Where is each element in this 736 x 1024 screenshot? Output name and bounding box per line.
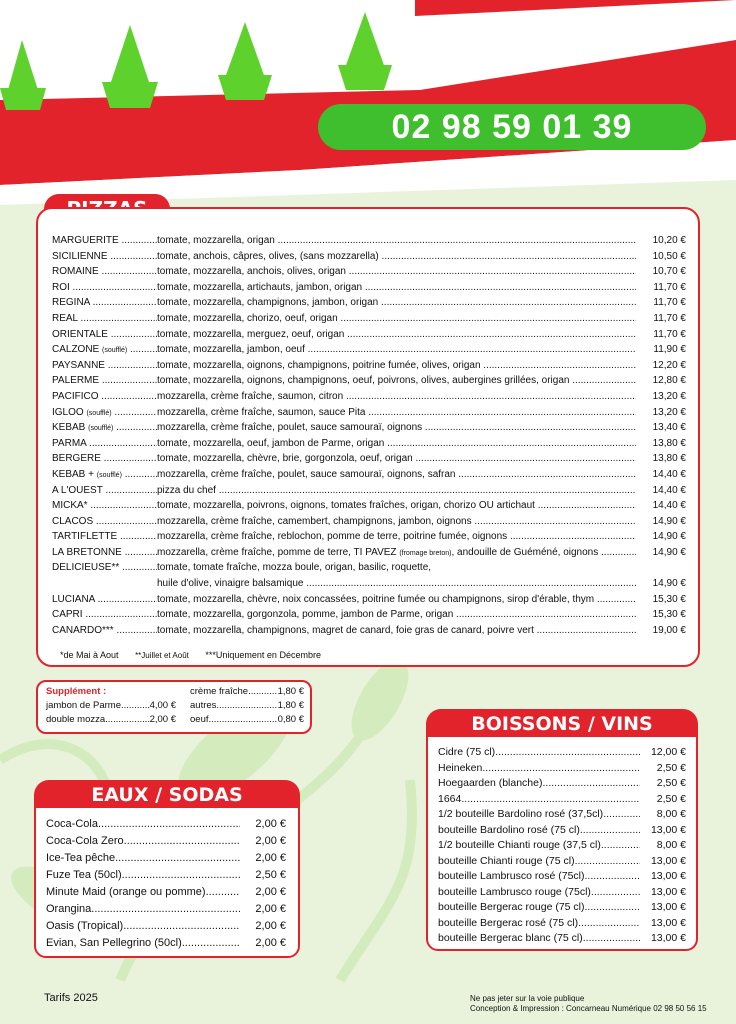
drink-row: [438, 854, 686, 870]
drink-row: [438, 776, 686, 792]
pizza-name: DELICIEUSE** .....: [52, 560, 157, 576]
drink-name: bouteille Bergerac rouge (75 cl): [438, 901, 585, 913]
pizza-row: [52, 311, 686, 327]
pizza-row: [52, 405, 686, 421]
pizza-price: 11,70 €: [653, 297, 686, 309]
pizza-description: tomate, mozzarella, artichauts, jambon, origan .....: [157, 280, 636, 296]
drink-row: [438, 807, 686, 823]
pizza-description: tomate, mozzarella, oeuf, jambon de Parme, origan .....: [157, 436, 636, 452]
drink-price: 2,50 €: [656, 761, 686, 774]
pizza-description: tomate, mozzarella, origan .....: [157, 233, 636, 249]
eaux-title: EAUX / SODAS: [34, 780, 300, 810]
pizzas-box: [36, 207, 700, 667]
pizza-price: 19,00 €: [652, 624, 686, 636]
pizza-price: 15,30 €: [652, 609, 686, 621]
pizza-price: 14,40 €: [652, 468, 686, 480]
drink-row: [438, 885, 686, 901]
drink-name: Hoegaarden (blanche): [438, 777, 543, 789]
pizza-row: [52, 607, 686, 623]
drink-name: bouteille Bardolino rosé (75 cl): [438, 823, 580, 836]
pizza-row: [52, 436, 686, 452]
leader-dots: [543, 776, 641, 792]
phone-number[interactable]: 02 98 59 01 39: [318, 104, 706, 150]
pizza-description: mozzarella, crème fraîche, saumon, citron .....: [157, 389, 636, 405]
soda-name: Ice-Tea pêche: [46, 852, 116, 864]
drink-price: 13,00 €: [650, 885, 686, 898]
soda-name: Orangina: [46, 903, 92, 915]
supplement-title: Supplément :: [46, 686, 107, 697]
pizza-row: [52, 467, 686, 483]
pizza-description: huile d'olive, vinaigre balsamique .....: [157, 576, 636, 592]
pizza-price: 14,40 €: [652, 500, 686, 512]
soda-row: [46, 884, 286, 901]
supplement-box: [36, 680, 312, 734]
leader-dots: [603, 807, 640, 823]
drink-name: bouteille Chianti rouge (75 cl): [438, 854, 575, 867]
pizza-price: 14,90 €: [652, 515, 686, 527]
eaux-box: [34, 806, 300, 958]
soda-name: Coca-Cola: [46, 818, 98, 830]
pizza-price: 13,20 €: [652, 390, 686, 402]
pizza-name: PARMA .....: [52, 436, 157, 452]
leader-dots: [580, 823, 640, 839]
pizza-price: 13,40 €: [652, 422, 686, 434]
pizza-name: LUCIANA .....: [52, 592, 157, 608]
leader-dots: [495, 745, 640, 761]
note-decembre: ***Uniquement en Décembre: [205, 650, 321, 660]
soda-row: [46, 850, 286, 867]
pizza-name: ROI .....: [52, 280, 157, 296]
pizza-row: [52, 249, 686, 265]
pizza-description: mozzarella, crème fraîche, camembert, champignons, jambon, oignons .....: [157, 514, 636, 530]
drink-name: bouteille Bergerac rosé (75 cl): [438, 916, 579, 929]
pizza-row: [52, 623, 686, 639]
drink-price: 13,00 €: [650, 901, 686, 913]
supplement-item: double mozza ..... 2,00 €: [46, 713, 176, 727]
drink-price: 13,00 €: [650, 823, 686, 836]
soda-name: Evian, San Pellegrino (50cl): [46, 937, 182, 949]
pizza-row: [52, 420, 686, 436]
pizza-row: [52, 529, 686, 545]
pizza-description: mozzarella, crème fraîche, saumon, sauce Pita .....: [157, 405, 636, 421]
drink-price: 12,00 €: [650, 746, 686, 758]
drink-name: 1/2 bouteille Chianti rouge (37,5 cl): [438, 839, 601, 851]
pizza-name: KEBAB + (soufflé) .....: [52, 467, 157, 484]
supplement-item: autres ..... 1,80 €: [190, 699, 304, 713]
pizza-row: [52, 451, 686, 467]
drink-row: [438, 792, 686, 808]
soda-row: [46, 833, 286, 850]
soda-row: [46, 901, 286, 918]
drink-name: bouteille Lambrusco rosé (75cl): [438, 870, 585, 882]
leader-dots: [91, 901, 240, 918]
pizza-description: tomate, mozzarella, jambon, oeuf .....: [157, 342, 636, 358]
pizza-price: 13,80 €: [652, 437, 686, 449]
pizza-description: tomate, mozzarella, chèvre, noix concassées, poitrine fumée ou champignons, sirop d'érable, thym .....: [157, 592, 636, 608]
pizza-notes: [60, 650, 335, 660]
leader-dots: [575, 854, 640, 870]
drink-row: [438, 916, 686, 932]
pizza-description: mozzarella, crème fraîche, pomme de terre, TI PAVEZ (fromage breton), andouille de Guéméné, oignons .....: [157, 545, 636, 562]
pizza-description: mozzarella, crème fraîche, poulet, sauce samouraï, oignons .....: [157, 420, 636, 436]
soda-price: 2,00 €: [255, 818, 286, 830]
leader-dots: [583, 931, 640, 947]
leader-dots: [578, 916, 640, 932]
pizza-row: [52, 264, 686, 280]
pizza-price: 14,90 €: [652, 546, 686, 558]
supplement-item: jambon de Parme ..... 4,00 €: [46, 699, 176, 713]
pizza-price: 13,20 €: [652, 406, 686, 418]
leader-dots: [585, 900, 641, 916]
drink-price: 2,50 €: [656, 777, 686, 789]
note-mai: *de Mai à Aout: [60, 650, 119, 660]
drink-price: 8,00 €: [656, 808, 686, 820]
pizza-name: CANARDO*** .....: [52, 623, 157, 639]
soda-price: 2,00 €: [255, 835, 286, 847]
drink-price: 13,00 €: [650, 916, 686, 929]
drink-row: [438, 900, 686, 916]
pizza-description: tomate, mozzarella, champignons, magret de canard, foie gras de canard, poivre vert .....: [157, 623, 636, 639]
soda-name: Fuze Tea (50cl): [46, 869, 122, 881]
drink-name: Cidre (75 cl): [438, 746, 496, 758]
pizza-row: [52, 514, 686, 530]
pizza-description: tomate, tomate fraîche, mozza boule, origan, basilic, roquette,: [157, 562, 432, 574]
pizza-name: LA BRETONNE .....: [52, 545, 157, 561]
soda-row: [46, 935, 286, 952]
drink-name: 1/2 bouteille Bardolino rosé (37,5cl): [438, 808, 604, 820]
tarifs-year: Tarifs 2025: [44, 992, 98, 1004]
pizza-description: tomate, mozzarella, champignons, jambon, origan .....: [157, 295, 636, 311]
pizza-name: TARTIFLETTE .....: [52, 529, 157, 545]
pizza-name: CALZONE (soufflé) .....: [52, 342, 157, 359]
drink-name: Heineken: [438, 761, 483, 774]
drink-row: [438, 869, 686, 885]
pizza-price: 14,90 €: [652, 531, 686, 543]
pizza-row: [52, 389, 686, 405]
pizza-name: PAYSANNE .....: [52, 358, 157, 374]
pizza-price: 15,30 €: [652, 593, 686, 605]
pizza-price: 11,70 €: [653, 328, 686, 340]
leader-dots: [115, 850, 240, 867]
pizza-name: REGINA .....: [52, 295, 157, 311]
drink-price: 13,00 €: [650, 870, 686, 882]
drink-row: [438, 838, 686, 854]
pizza-name: REAL .....: [52, 311, 157, 327]
leader-dots: [98, 816, 240, 833]
boissons-box: [426, 735, 698, 951]
pizza-description: tomate, mozzarella, chèvre, brie, gorgonzola, oeuf, origan .....: [157, 451, 636, 467]
pizza-name: KEBAB (soufflé) .....: [52, 420, 157, 437]
supplement-item: crème fraîche ..... 1,80 €: [190, 685, 304, 699]
soda-price: 2,00 €: [255, 920, 286, 932]
pizza-row: [52, 295, 686, 311]
eaux-list: [46, 816, 286, 952]
drink-name: bouteille Lambrusco rouge (75cl): [438, 885, 591, 898]
pizza-row: [52, 498, 686, 514]
pizza-row: [52, 576, 686, 592]
boissons-list: [438, 745, 686, 947]
drink-price: 2,50 €: [656, 792, 686, 805]
pizza-price: 11,90 €: [653, 344, 686, 356]
soda-row: [46, 816, 286, 833]
leader-dots: [601, 838, 640, 854]
pizza-name: CAPRI .....: [52, 607, 157, 623]
pizza-description: tomate, mozzarella, oignons, champignons, poitrine fumée, olives, origan .....: [157, 358, 636, 374]
footer-credits: [470, 994, 707, 1014]
supplement-item: oeuf ..... 0,80 €: [190, 713, 304, 727]
boissons-title: BOISSONS / VINS: [426, 709, 698, 739]
pizza-price: 10,20 €: [652, 235, 686, 246]
pizza-description: mozzarella, crème fraîche, reblochon, pomme de terre, poitrine fumée, oignons .....: [157, 529, 636, 545]
pizza-name: SICILIENNE .....: [52, 249, 157, 265]
pizza-row: [52, 483, 686, 499]
pizza-description: tomate, mozzarella, anchois, olives, origan .....: [157, 264, 636, 280]
pizza-name: BERGERE .....: [52, 451, 157, 467]
pizza-row: [52, 560, 686, 576]
pizza-name: ORIENTALE .....: [52, 327, 157, 343]
soda-price: 2,50 €: [255, 869, 286, 881]
pizza-description: tomate, mozzarella, chorizo, oeuf, origan .....: [157, 311, 636, 327]
pizza-row: [52, 327, 686, 343]
pizza-price: 14,40 €: [652, 484, 686, 496]
pizza-name: PACIFICO .....: [52, 389, 157, 405]
soda-row: [46, 867, 286, 884]
drink-name: bouteille Bergerac blanc (75 cl): [438, 932, 583, 944]
leader-dots: [123, 918, 240, 935]
pizza-description: tomate, mozzarella, oignons, champignons, oeuf, poivrons, olives, aubergines grillées, origan .....: [157, 373, 636, 389]
pizza-row: [52, 545, 686, 561]
drink-row: [438, 931, 686, 947]
pizza-row: [52, 592, 686, 608]
drink-row: [438, 761, 686, 777]
pizza-name: MICKA* .....: [52, 498, 157, 514]
pizza-row: [52, 358, 686, 374]
pizza-list: [52, 233, 686, 638]
pizza-price: 12,80 €: [652, 375, 686, 387]
drink-price: 13,00 €: [650, 932, 686, 944]
leader-dots: [122, 867, 240, 884]
soda-price: 2,00 €: [255, 937, 286, 949]
pizza-price: 10,70 €: [652, 266, 686, 278]
pizza-description: tomate, anchois, câpres, olives, (sans mozzarella) .....: [157, 249, 636, 265]
pizza-row: [52, 233, 686, 249]
pizza-row: [52, 373, 686, 389]
soda-name: Oasis (Tropical): [46, 920, 124, 932]
leader-dots: [591, 885, 640, 901]
pizza-name: IGLOO (soufflé) .....: [52, 405, 157, 422]
soda-price: 2,00 €: [255, 903, 286, 915]
pizza-price: 11,70 €: [653, 281, 686, 293]
pizza-price: 11,70 €: [653, 312, 686, 324]
leader-dots: [206, 884, 240, 901]
pizza-description: pizza du chef .....: [157, 483, 636, 499]
pizza-name: A L'OUEST .....: [52, 483, 157, 499]
drink-price: 13,00 €: [650, 854, 686, 867]
drink-row: [438, 745, 686, 761]
soda-name: Minute Maid (orange ou pomme): [46, 886, 206, 898]
note-juillet: **Juillet et Août: [135, 651, 189, 660]
pizza-price: 14,90 €: [652, 578, 686, 590]
pizza-description: tomate, mozzarella, poivrons, oignons, tomates fraîches, origan, chorizo OU artichaut .....: [157, 498, 636, 514]
pizza-row: [52, 280, 686, 296]
footer-line-2: Conception & Impression : Concarneau Numérique 02 98 50 56 15: [470, 1004, 707, 1013]
leader-dots: [585, 869, 641, 885]
leader-dots: [482, 761, 640, 777]
pizza-row: [52, 342, 686, 358]
drink-name: 1664: [438, 792, 462, 805]
leader-dots: [124, 833, 240, 850]
pizza-name: PALERME .....: [52, 373, 157, 389]
footer-line-1: Ne pas jeter sur la voie publique: [470, 994, 585, 1003]
pizza-name: CLACOS .....: [52, 514, 157, 530]
soda-name: Coca-Cola Zero: [46, 835, 124, 847]
soda-price: 2,00 €: [255, 852, 286, 864]
soda-price: 2,00 €: [255, 886, 286, 898]
leader-dots: [461, 792, 640, 808]
pizza-price: 10,50 €: [652, 250, 686, 262]
pizza-description: tomate, mozzarella, gorgonzola, pomme, jambon de Parme, origan .....: [157, 607, 636, 623]
pizza-description: mozzarella, crème fraîche, poulet, sauce samouraï, oignons, safran .....: [157, 467, 636, 483]
drink-row: [438, 823, 686, 839]
pizza-price: 13,80 €: [652, 453, 686, 465]
pizza-name: ROMAINE .....: [52, 264, 157, 280]
soda-row: [46, 918, 286, 935]
pizza-price: 12,20 €: [652, 359, 686, 371]
leader-dots: [182, 935, 240, 952]
pizza-description: tomate, mozzarella, merguez, oeuf, origan .....: [157, 327, 636, 343]
pizza-name: MARGUERITE .....: [52, 233, 157, 249]
drink-price: 8,00 €: [656, 839, 686, 851]
